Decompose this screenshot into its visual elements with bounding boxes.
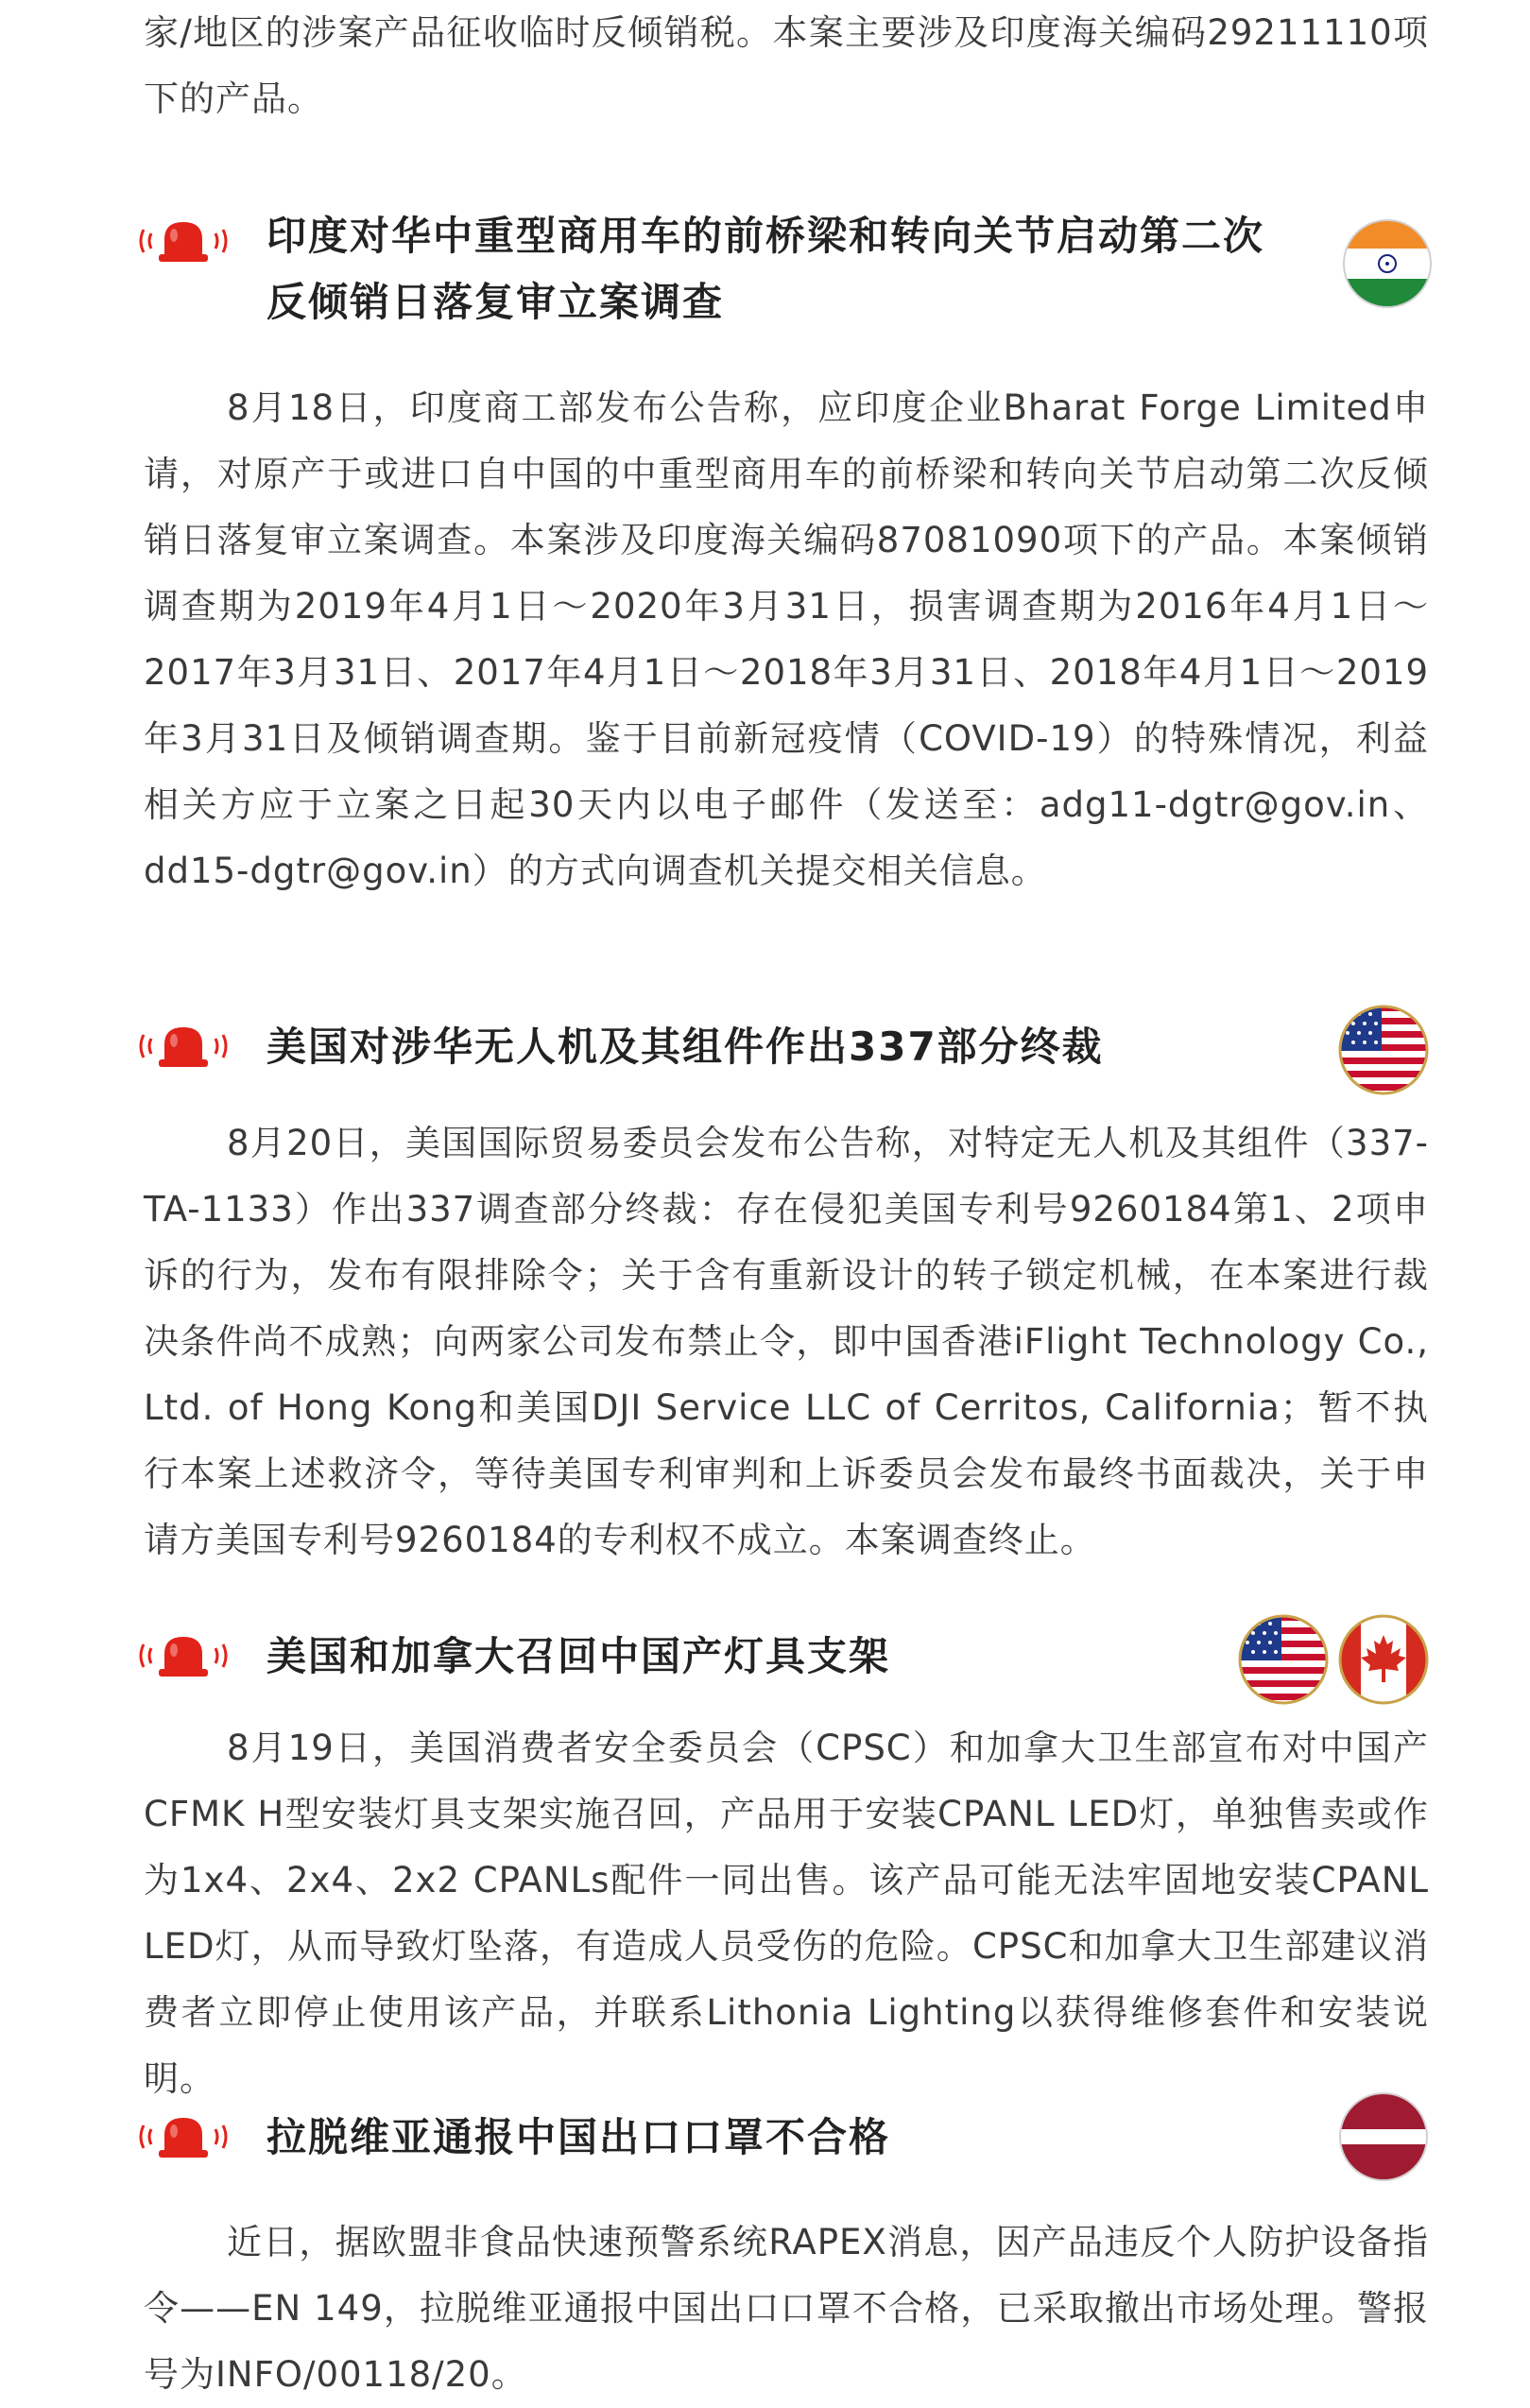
india-flag-icon [1342,218,1433,309]
usa-flag-icon [1338,1005,1429,1095]
section-title-line1: 印度对华中重型商用车的前桥梁和转向关节启动第二次 [266,213,1265,259]
section-body-usa-canada: 8月19日，美国消费者安全委员会（CPSC）和加拿大卫生部宣布对中国产CFMK H型安装灯具支架实施召回，产品用于安装CPANL LED灯，单独售卖或作为1x4、2x4、2x2 CPANLs配件一同出售。该产品可能无法牢固地安装CPANL LED灯，从而导致灯坠落，有造成人员受伤的危险。CPSC和加拿大卫生部建议消费者立即停止使用该产品，并联系Lithonia Lighting以获得维修套件和安装说明。 [144,1728,1429,2099]
latvia-flag-icon [1338,2091,1429,2182]
alarm-bell-icon [136,2108,231,2165]
canada-flag-icon [1338,1614,1429,1705]
section-body-latvia: 近日，据欧盟非食品快速预警系统RAPEX消息，因产品违反个人防护设备指令——EN 149，拉脱维亚通报中国出口口罩不合格，已采取撤出市场处理。警报号为INFO/00118/20。 [144,2222,1429,2395]
section-title: 拉脱维亚通报中国出口口罩不合格 [266,2114,891,2160]
alarm-bell-icon [136,1018,231,1075]
intro-paragraph: 家/地区的涉案产品征收临时反倾销税。本案主要涉及印度海关编码29211110项下的产品。 [144,12,1429,119]
section-heading-india [136,203,1431,354]
section-title [266,203,1363,335]
section-title: 美国和加拿大召回中国产灯具支架 [266,1633,891,1679]
alarm-bell-icon [136,213,231,269]
usa-flag-icon [1238,1614,1329,1705]
alarm-bell-icon [136,1627,231,1684]
section-title: 美国对涉华无人机及其组件作出337部分终裁 [266,1023,1104,1070]
section-title-line2: 反倾销日落复审立案调查 [266,279,725,325]
section-body-usa-drone: 8月20日，美国国际贸易委员会发布公告称，对特定无人机及其组件（337-TA-1133）作出337调查部分终裁：存在侵犯美国专利号9260184第1、2项申诉的行为，发布有限排除令；关于含有重新设计的转子锁定机械，在本案进行裁决条件尚不成熟；向两家公司发布禁止令，即中国香港iFlight Technology Co., Ltd. of Hong Kong和美国DJI Service LLC of Cerritos, California；暂不执行本案上述救济令，等待美国专利审判和上诉委员会发布最终书面裁决，关于申请方美国专利号9260184的专利权不成立。本案调查终止。 [144,1123,1429,1560]
section-body-india: 8月18日，印度商工部发布公告称，应印度企业Bharat Forge Limited申请，对原产于或进口自中国的中重型商用车的前桥梁和转向关节启动第二次反倾销日落复审立案调查。本案涉及印度海关编码87081090项下的产品。本案倾销调查期为2019年4月1日～2020年3月31日，损害调查期为2016年4月1日～2017年3月31日、2017年4月1日～2018年3月31日、2018年4月1日～2019年3月31日及倾销调查期。鉴于目前新冠疫情（COVID-19）的特殊情况，利益相关方应于立案之日起30天内以电子邮件（发送至：adg11-dgtr@gov.in、dd15-dgtr@gov.in）的方式向调查机关提交相关信息。 [144,387,1429,891]
